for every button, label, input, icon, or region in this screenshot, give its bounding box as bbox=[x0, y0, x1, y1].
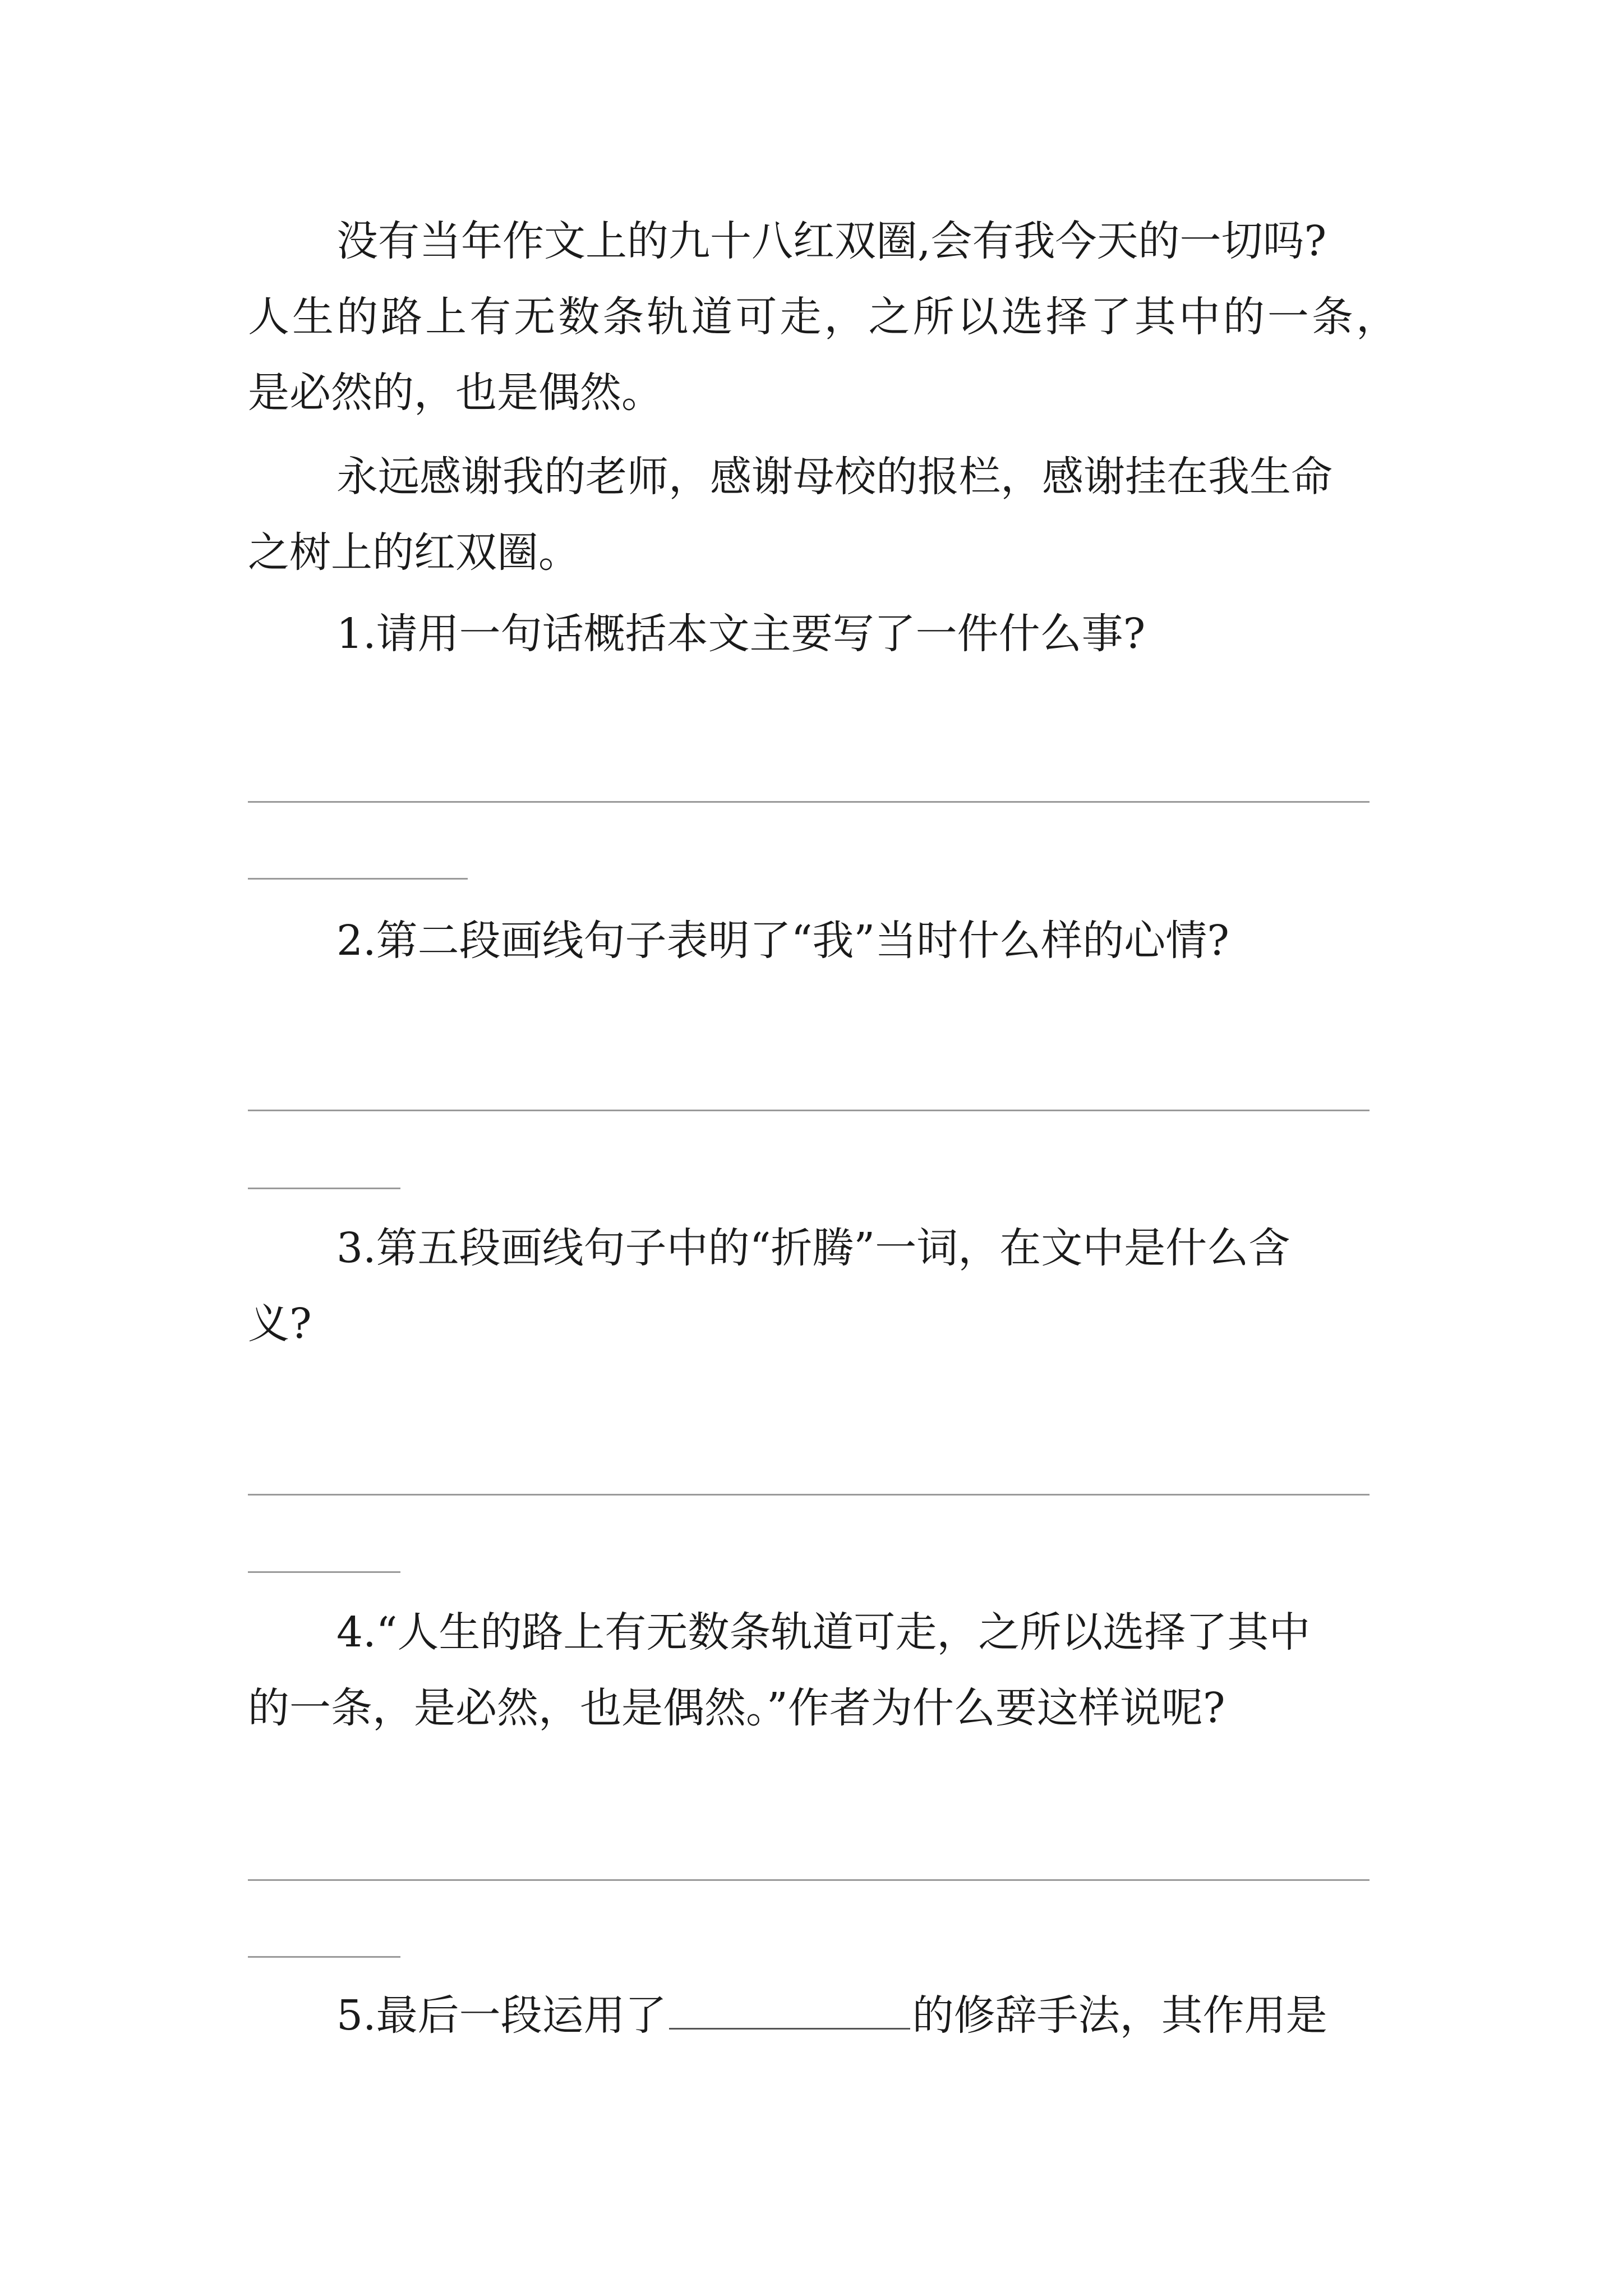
answer-line-end[interactable] bbox=[248, 1956, 400, 1958]
answer-line-end[interactable] bbox=[248, 1188, 400, 1189]
answer-line[interactable] bbox=[248, 1110, 1370, 1111]
paragraph-line: 之树上的红双圈。 bbox=[248, 528, 580, 577]
question-4: 4.“人生的路上有无数条轨道可走，之所以选择了其中 bbox=[336, 1608, 1311, 1657]
question-5-prefix: 5.最后一段运用了 bbox=[336, 1991, 667, 2040]
question-2: 2.第二段画线句子表明了“我”当时什么样的心情? bbox=[336, 917, 1229, 965]
paragraph-line: 是必然的，也是偶然。 bbox=[248, 369, 663, 417]
question-5-suffix: 的修辞手法，其作用是 bbox=[912, 1991, 1327, 2040]
fill-in-blank[interactable] bbox=[669, 1993, 910, 2030]
question-5 bbox=[336, 1990, 1327, 2041]
question-1: 1.请用一句话概括本文主要写了一件什么事? bbox=[336, 610, 1146, 658]
question-4-continued: 的一条，是必然，也是偶然。”作者为什么要这样说呢? bbox=[248, 1684, 1225, 1732]
paragraph-line: 永远感谢我的老师，感谢母校的报栏，感谢挂在我生命 bbox=[336, 453, 1332, 501]
answer-line[interactable] bbox=[248, 1879, 1370, 1881]
answer-line-end[interactable] bbox=[248, 878, 468, 880]
paragraph-line: 没有当年作文上的九十八红双圈,会有我今天的一切吗? bbox=[336, 217, 1327, 265]
paragraph-line: 人生的路上有无数条轨道可走，之所以选择了其中的一条， bbox=[248, 293, 1398, 341]
question-3: 3.第五段画线句子中的“折腾”一词，在文中是什么含 bbox=[336, 1224, 1290, 1272]
answer-line[interactable] bbox=[248, 801, 1370, 803]
answer-line-end[interactable] bbox=[248, 1571, 400, 1573]
answer-line[interactable] bbox=[248, 1494, 1370, 1496]
question-3-continued: 义? bbox=[248, 1300, 312, 1348]
